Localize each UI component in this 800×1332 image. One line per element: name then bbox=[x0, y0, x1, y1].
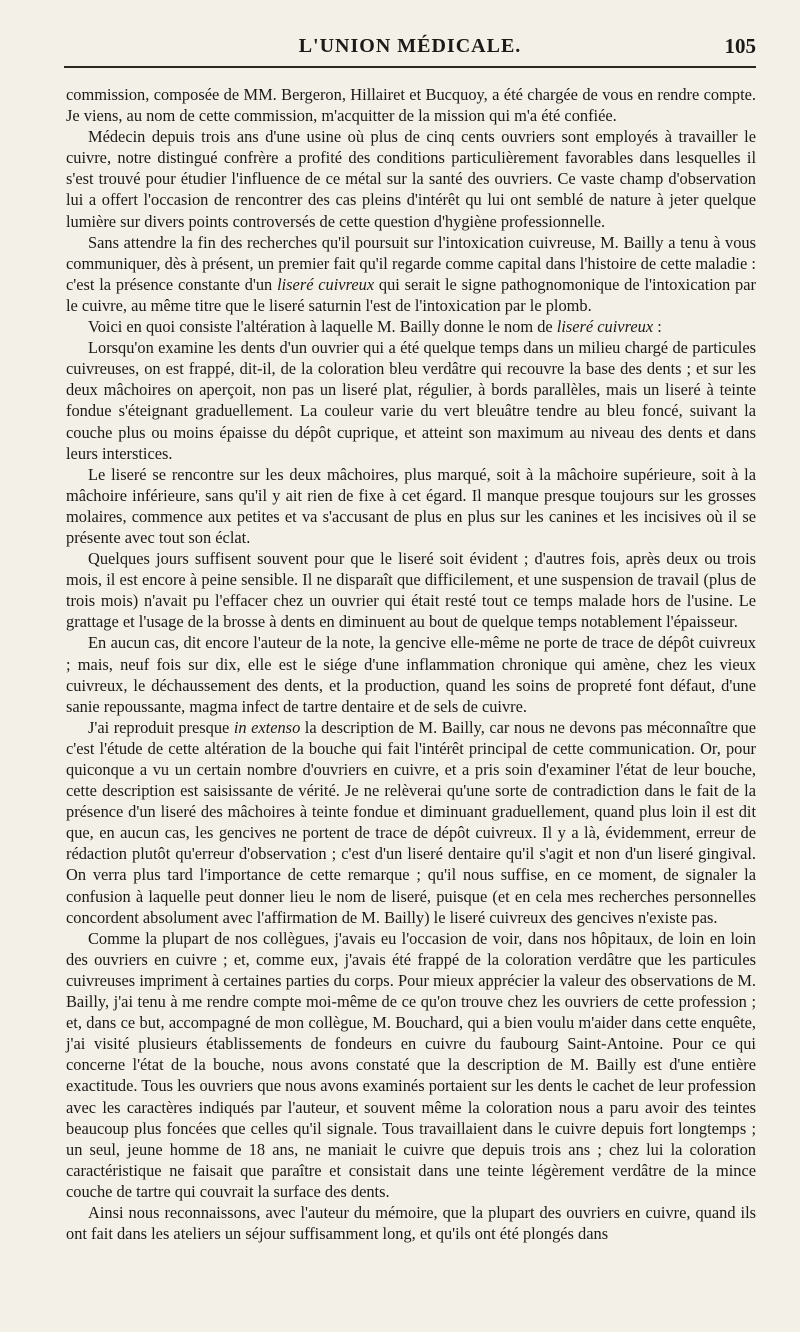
paragraph bbox=[66, 928, 756, 1202]
paragraph bbox=[66, 548, 756, 632]
text-segment: J'ai reproduit presque bbox=[88, 717, 234, 737]
paragraph bbox=[66, 464, 756, 548]
text-segment: Médecin depuis trois ans d'une usine où plus de cinq cents ouvriers sont employés à travailler le cuivre, notre distingué confrère a profité des conditions particulièrement favorables dans lesquelles il s'est trouvé pour étudier l'influence de ce métal sur la santé des ouvriers. Ce vaste champ d'observation lui a offert l'occasion de rencontrer des cas pleins d'intérêt qu lui ont semblé de nature à jeter quelque lumière sur divers points controversés de cette question d'hygiène professionnelle. bbox=[66, 127, 756, 231]
text-segment: Lorsqu'on examine les dents d'un ouvrier qui a été quelque temps dans un milieu chargé de particules cuivreuses, on est frappé, dit-il, de la coloration bleu verdâtre qui recouvre la base des dents ; et sur les deux mâchoires on aperçoit, non pas un liseré plat, régulier, à bords parallèles, mais un liseré à teinte fondue s'éteignant graduellement. La couleur varie du vert bleuâtre tendre au bleu foncé, suivant la couche plus ou moins épaisse du dépôt cuprique, et atteint son maximum au niveau des dents et dans leurs interstices. bbox=[66, 338, 756, 463]
text-segment: la description de M. Bailly, car nous ne devons pas méconnaître que c'est l'étude de cette altération de la bouche qui fait l'intérêt principal de cette communication. Or, pour quiconque a vu un certain nombre d'ouvriers en cuivre, et a pris soin d'examiner l'état de leur bouche, cette description est saisissante de vérité. Je ne relèverai qu'une sorte de contradiction dans le fait de la présence d'un liseré des mâchoires à teinte fondue et diminuant graduellement, quand plus loin il est dit que, en aucun cas, les gencives ne portent de trace de dépôt cuivreux. Il y a là, évidemment, erreur de rédaction plutôt qu'erreur d'observation ; c'est d'un liseré dentaire qu'il s'agit et non d'un liseré gingival. On verra plus tard l'importance de cette remarque ; qu'il nous suffise, en ce moment, de signaler la confusion à laquelle peut donner lieu le nom de liseré, puisque (et en cela mes recherches personnelles concordent absolument avec l'affirmation de M. Bailly) le liseré cuivreux des gencives n'existe pas. bbox=[66, 717, 756, 927]
journal-title: L'UNION MÉDICALE. bbox=[298, 35, 522, 57]
page-number: 105 bbox=[724, 34, 756, 58]
article-body bbox=[66, 84, 756, 1244]
paragraph bbox=[66, 126, 756, 231]
text-segment: Quelques jours suffisent souvent pour que le liseré soit évident ; d'autres fois, après deux ou trois mois, il est encore à peine sensible. Il ne disparaît que difficilement, et une suspension de travail (plus de trois mois) n'avait pu l'effacer chez un ouvrier qui était resté tout ce temps malade hors de l'usine. Le grattage et l'usage de la brosse à dents en diminuent au bout de quelque temps notablement l'épaisseur. bbox=[66, 549, 756, 632]
italic-term: liseré cuivreux bbox=[277, 274, 375, 294]
paragraph bbox=[66, 84, 756, 126]
text-segment: Le liseré se rencontre sur les deux mâchoires, plus marqué, soit à la mâchoire supérieure, soit à la mâchoire inférieure, sans qu'il y ait rien de fixe à cet égard. Il manque presque toujours sur les grosses molaires, commence aux petites et va s'accusant de plus en plus sur les canines et les incisives où il se présente avec tout son éclat. bbox=[66, 464, 756, 547]
paragraph bbox=[66, 1202, 756, 1244]
italic-term: in extenso bbox=[233, 717, 301, 737]
paragraph bbox=[66, 337, 756, 464]
text-segment: : bbox=[653, 317, 662, 337]
text-segment: Comme la plupart de nos collègues, j'avais eu l'occasion de voir, dans nos hôpitaux, de loin en loin des ouvriers en cuivre ; et, comme eux, j'avais été frappé de la coloration verdâtre que les particules cuivreuses impriment à certaines parties du corps. Pour mieux apprécier la valeur des observations de M. Bailly, j'ai tenu à me rendre compte moi-même de ce qu'on trouve chez les ouvriers de cette profession ; et, dans ce but, accompagné de mon collègue, M. Bouchard, qui a bien voulu m'aider dans cette enquête, j'ai visité plusieurs établissements de fondeurs en cuivre du faubourg Saint-Antoine. Pour ce qui concerne l'état de la bouche, nous avons constaté que la description de M. Bailly est d'une entière exactitude. Tous les ouvriers que nous avons examinés portaient sur les dents le cachet de leur profession avec les caractères indiqués par l'auteur, et souvent même la coloration nous a paru avoir des teintes beaucoup plus foncées que celles qu'il signale. Tous travaillaient dans le cuivre depuis fort longtemps ; un seul, jeune homme de 18 ans, ne maniait le cuivre que depuis trois ans ; chez lui la coloration caractéristique ne faisait que paraître et consistait dans une teinte légèrement verdâtre de la mince couche de tartre qui couvrait la surface des dents. bbox=[66, 928, 756, 1201]
text-segment: Sans attendre la fin des recherches qu'il poursuit sur l'intoxication cuivreuse, M. Bailly a tenu à vous communiquer, dès à présent, un premier fait qu'il regarde comme capital dans l'histoire de cette maladie : c'est la présence constante d'un bbox=[66, 232, 756, 294]
paragraph bbox=[66, 632, 756, 716]
text-segment: commission, composée de MM. Bergeron, Hillairet et Bucquoy, a été chargée de vous en rendre compte. Je viens, au nom de cette commission, m'acquitter de la mission qui m'a été confiée. bbox=[66, 85, 756, 126]
italic-term: liseré cuivreux bbox=[556, 317, 654, 337]
paragraph bbox=[66, 717, 756, 928]
text-segment: qui serait le signe pathognomonique de l'intoxication par le cuivre, au même titre que le liseré saturnin l'est de l'intoxication par le plomb. bbox=[66, 274, 756, 315]
paragraph bbox=[66, 232, 756, 316]
text-segment: Voici en quoi consiste l'altération à laquelle M. Bailly donne le nom de bbox=[88, 317, 557, 337]
page-header bbox=[64, 30, 756, 68]
text-segment: En aucun cas, dit encore l'auteur de la note, la gencive elle-même ne porte de trace de dépôt cuivreux ; mais, neuf fois sur dix, elle est le siége d'une inflammation chronique qui amène, chez les vieux cuivreux, le déchaussement des dents, et la production, quand les soins de propreté font défaut, d'une sanie repoussante, magma infect de tartre dentaire et de sels de cuivre. bbox=[66, 633, 756, 716]
text-segment: Ainsi nous reconnaissons, avec l'auteur du mémoire, que la plupart des ouvriers en cuivre, quand ils ont fait dans les ateliers un séjour suffisamment long, et qu'ils ont été plongés dans bbox=[66, 1202, 756, 1244]
paragraph bbox=[66, 316, 756, 337]
